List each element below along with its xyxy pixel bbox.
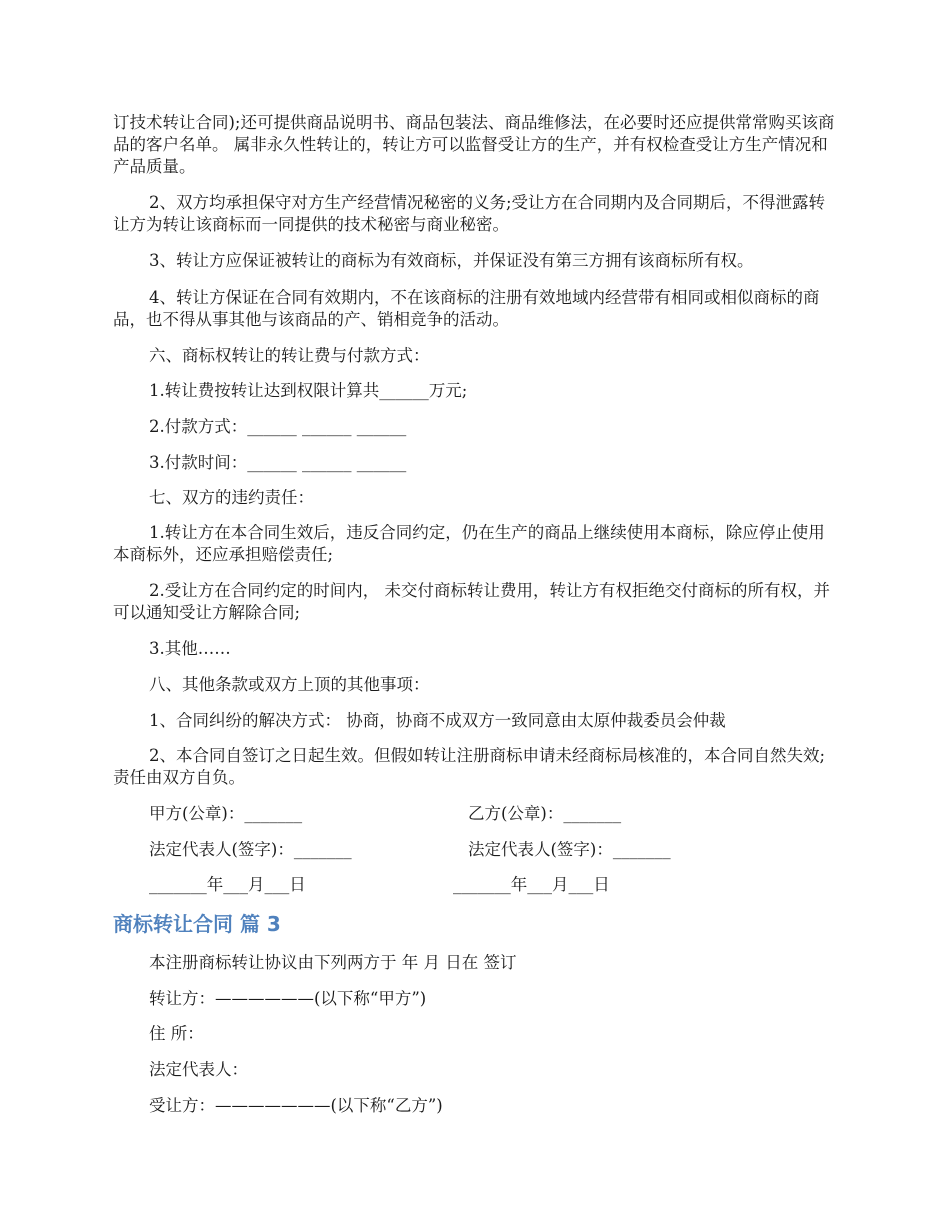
contract-paragraph: 2.付款方式：______ ______ ______ (149, 417, 407, 436)
party-b-date: _______年___月___日 (453, 875, 610, 894)
contract-paragraph: 1.转让费按转让达到权限计算共______万元; (149, 381, 468, 400)
party-a-date: _______年___月___日 (149, 875, 306, 894)
contract-paragraph: 转让方：——————(以下称“甲方”) (149, 989, 427, 1008)
party-b-seal: 乙方(公章)：_______ (468, 804, 622, 823)
contract-paragraph: 法定代表人： (149, 1060, 248, 1079)
party-a-seal: 甲方(公章)：_______ (149, 804, 303, 823)
contract-paragraph: 本注册商标转让协议由下列两方于 年 月 日在 签订 (149, 953, 517, 972)
section-heading: 商标转让合同 篇 3 (113, 912, 281, 936)
contract-paragraph: 2、双方均承担保守对方生产经营情况秘密的义务;受让方在合同期内及合同期后，不得泄露转让方为转让该商标而一同提供的技术秘密与商业秘密。 (113, 193, 826, 234)
section-title: 七、双方的违约责任： (149, 488, 314, 507)
contract-paragraph: 2.受让方在合同约定的时间内， 未交付商标转让费用，转让方有权拒绝交付商标的所有权，并可以通知受让方解除合同; (113, 581, 830, 622)
section-title: 六、商标权转让的转让费与付款方式： (149, 346, 430, 365)
party-b-representative: 法定代表人(签字)：_______ (468, 840, 671, 859)
contract-paragraph: 受让方：———————(以下称“乙方”) (149, 1096, 443, 1115)
section-title: 八、其他条款或双方上顶的其他事项： (149, 675, 430, 694)
contract-paragraph: 2、本合同自签订之日起生效。但假如转让注册商标申请未经商标局核准的，本合同自然失效;责任由双方自负。 (113, 746, 826, 787)
contract-paragraph: 3、转让方应保证被转让的商标为有效商标，并保证没有第三方拥有该商标所有权。 (149, 251, 754, 270)
contract-paragraph: 3.其他…… (149, 639, 231, 658)
contract-paragraph: 住 所： (149, 1024, 204, 1043)
contract-paragraph: 4、转让方保证在合同有效期内，不在该商标的注册有效地域内经营带有相同或相似商标的商品，也不得从事其他与该商品的产、销相竞争的活动。 (113, 288, 820, 329)
contract-paragraph: 订技术转让合同);还可提供商品说明书、商品包装法、商品维修法，在必要时还应提供常常购买该商品的客户名单。 属非永久性转让的，转让方可以监督受让方的生产，并有权检查受让方生产情况和产品质量。 (113, 113, 835, 176)
contract-paragraph: 3.付款时间：______ ______ ______ (149, 453, 407, 472)
party-a-representative: 法定代表人(签字)：_______ (149, 840, 352, 859)
contract-paragraph: 1、合同纠纷的解决方式： 协商，协商不成双方一致同意由太原仲裁委员会仲裁 (149, 711, 726, 730)
contract-paragraph: 1.转让方在本合同生效后，违反合同约定，仍在生产的商品上继续使用本商标，除应停止使用本商标外，还应承担赔偿责任; (113, 523, 825, 564)
